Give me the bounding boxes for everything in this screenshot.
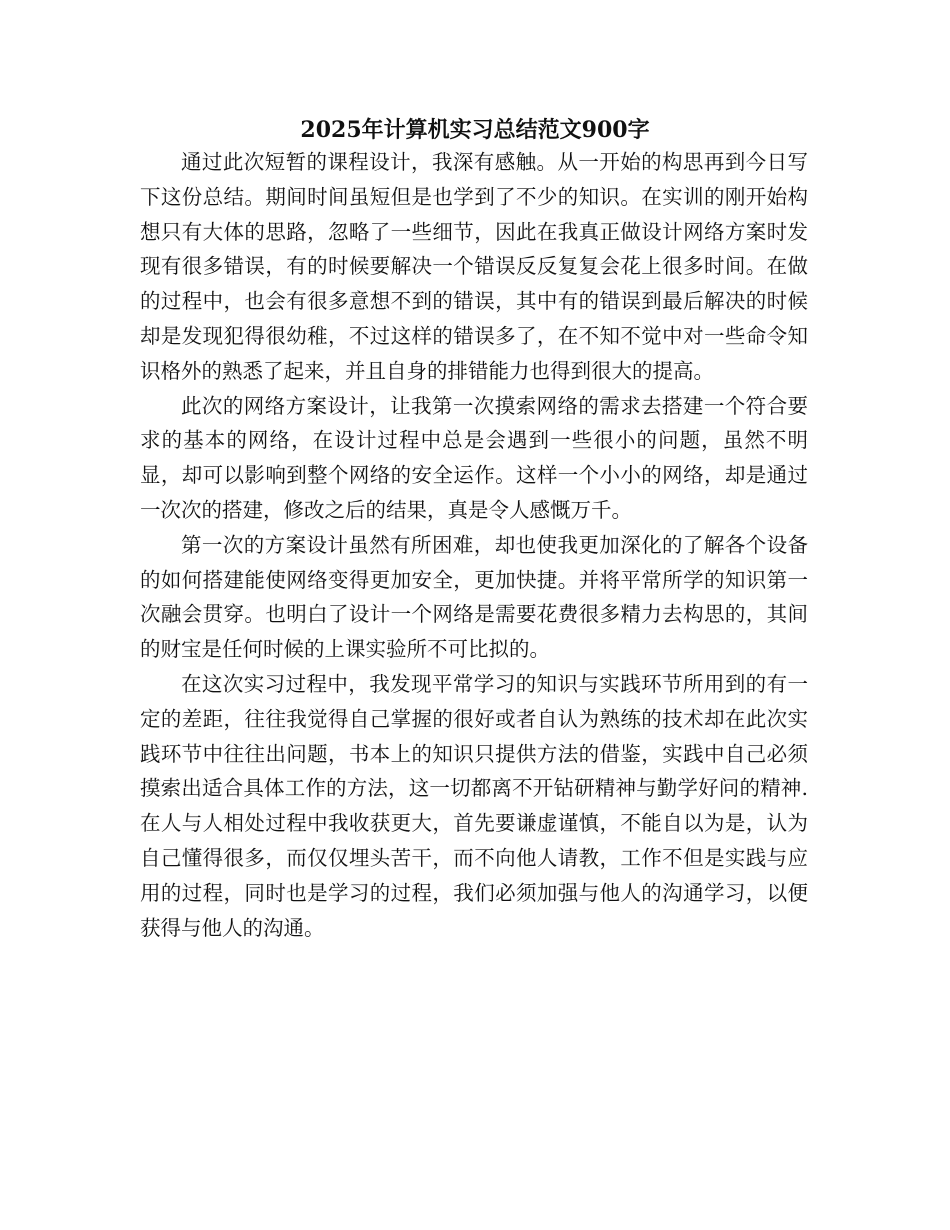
paragraph-3: 第一次的方案设计虽然有所困难，却也使我更加深化的了解各个设备的如何搭建能使网络变得更加安全，更加快捷。并将平常所学的知识第一次融会贯穿。也明白了设计一个网络是需要花费很多精力去构思的，其间的财宝是任何时候的上课实验所不可比拟的。 — [140, 532, 808, 662]
paragraph-4: 在这次实习过程中，我发现平常学习的知识与实践环节所用到的有一定的差距，往往我觉得自己掌握的很好或者自认为熟练的技术却在此次实践环节中往往出问题，书本上的知识只提供方法的借鉴，实践中自己必须摸索出适合具体工作的方法，这一切都离不开钻研精神与勤学好问的精神.在人与人相处过程中我收获更大，首先要谦虚谨慎，不能自以为是，认为自己懂得很多，而仅仅埋头苦干，而不向他人请教，工作不但是实践与应用的过程，同时也是学习的过程，我们必须加强与他人的沟通学习，以便获得与他人的沟通。 — [140, 671, 808, 940]
paragraph-2: 此次的网络方案设计，让我第一次摸索网络的需求去搭建一个符合要求的基本的网络，在设计过程中总是会遇到一些很小的问题，虽然不明显，却可以影响到整个网络的安全运作。这样一个小小的网络，却是通过一次次的搭建，修改之后的结果，真是令人感慨万千。 — [140, 393, 808, 522]
document-body — [140, 145, 808, 945]
document-title: 2025年计算机实习总结范文900字 — [300, 117, 650, 143]
paragraph-1: 通过此次短暂的课程设计，我深有感触。从一开始的构思再到今日写下这份总结。期间时间虽短但是也学到了不少的知识。在实训的刚开始构想只有大体的思路，忽略了一些细节，因此在我真正做设计网络方案时发现有很多错误，有的时候要解决一个错误反反复复会花上很多时间。在做的过程中，也会有很多意想不到的错误，其中有的错误到最后解决的时候却是发现犯得很幼稚，不过这样的错误多了，在不知不觉中对一些命令知识格外的熟悉了起来，并且自身的排错能力也得到很大的提高。 — [140, 150, 808, 383]
